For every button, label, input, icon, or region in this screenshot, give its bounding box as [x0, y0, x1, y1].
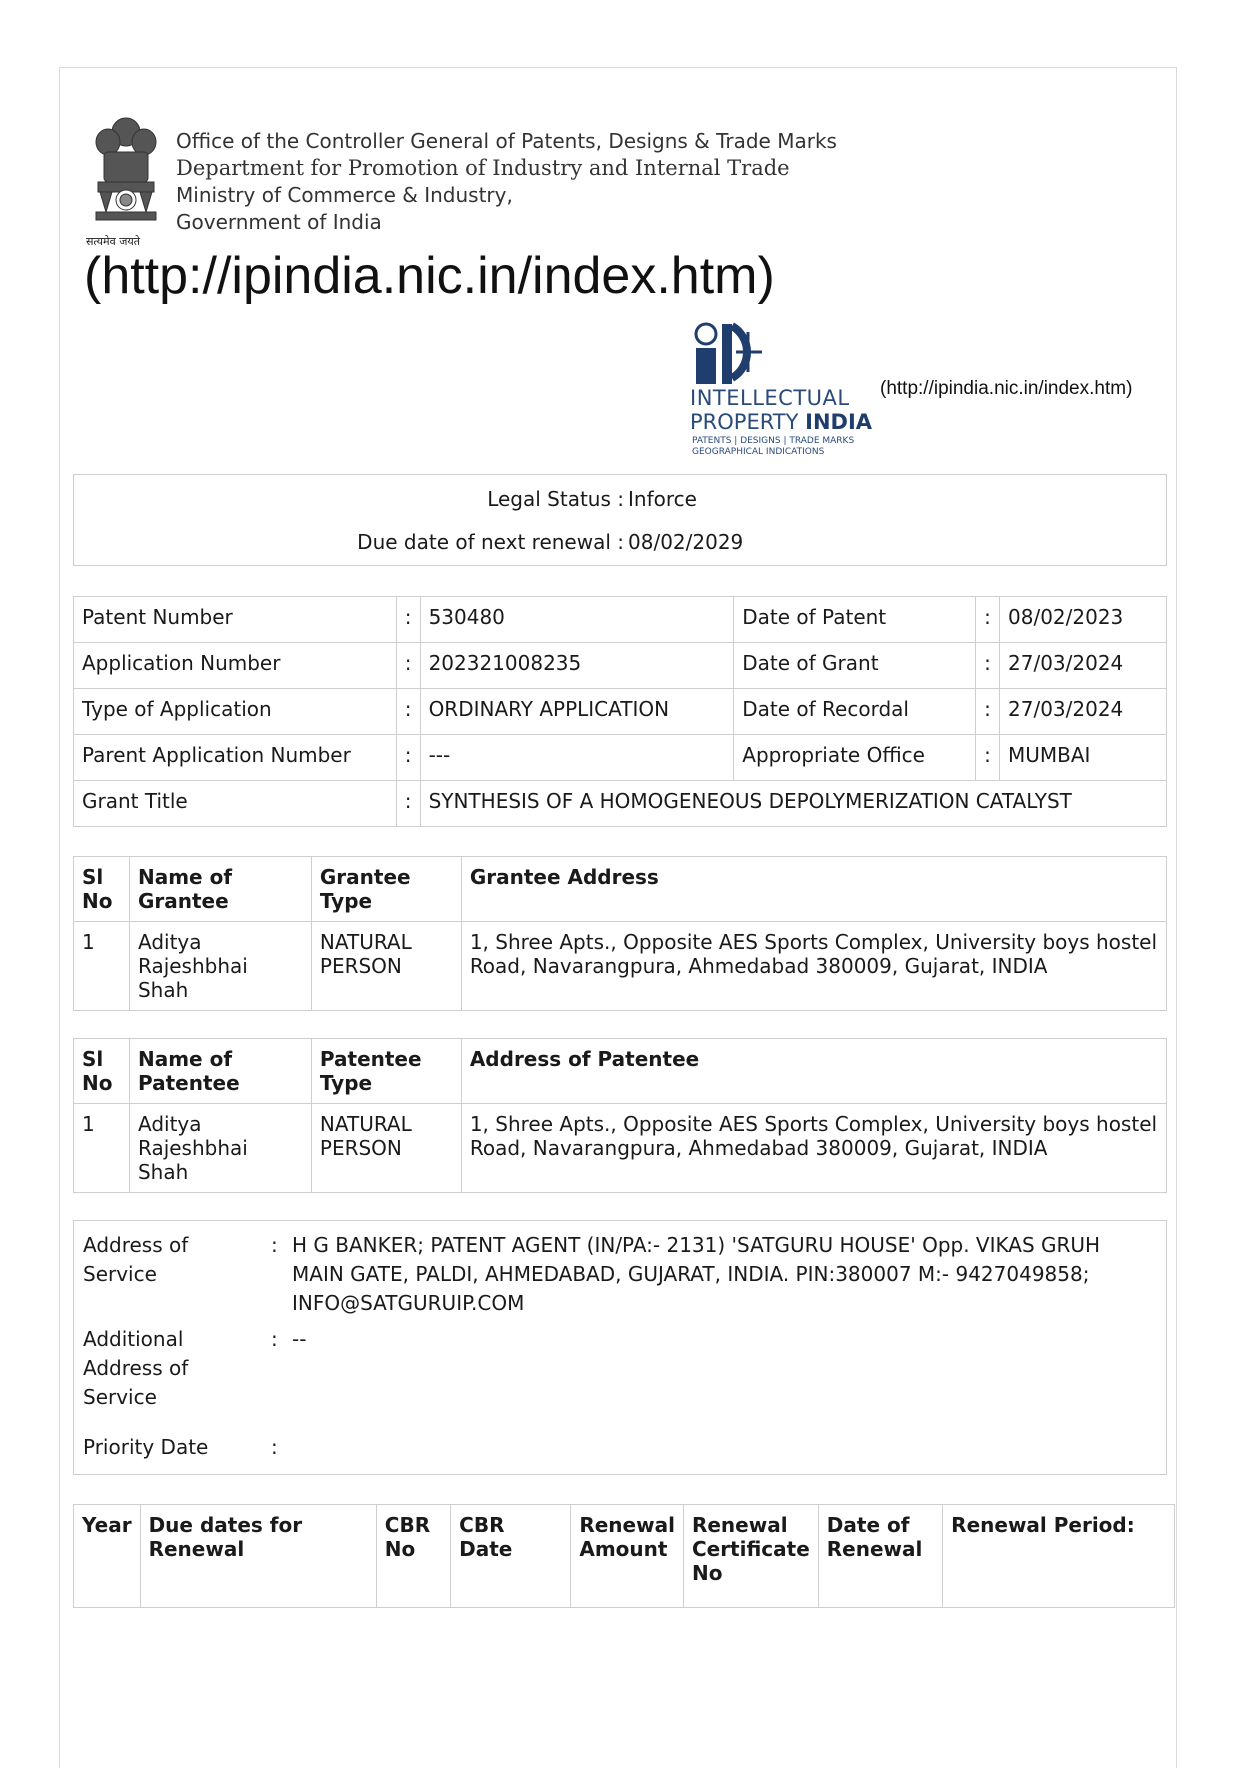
- table-row: [74, 922, 1167, 1011]
- colon-separator: :: [976, 643, 1000, 689]
- application-number-label: Application Number: [74, 643, 397, 689]
- column-header: Year: [74, 1505, 141, 1608]
- ip-india-logo-line2a: PROPERTY: [690, 410, 806, 434]
- ministry-name-line: Ministry of Commerce & Industry,: [176, 183, 513, 207]
- address-of-service-value: H G BANKER; PATENT AGENT (IN/PA:- 2131) 'SATGURU HOUSE' Opp. VIKAS GRUH MAIN GATE, PALDI, AHMEDABAD, GUJARAT, INDIA. PIN:380007 M:- 9427049858; INFO@SATGURUIP.COM: [292, 1233, 1101, 1315]
- date-of-grant-value: 27/03/2024: [1000, 643, 1167, 689]
- renewal-table: [73, 1504, 1175, 1608]
- emblem-motto: सत्यमेव जयते: [86, 235, 141, 248]
- office-name-line: Office of the Controller General of Patents, Designs & Trade Marks: [176, 129, 837, 153]
- ip-india-logo-tagline1: PATENTS | DESIGNS | TRADE MARKS: [692, 436, 855, 446]
- address-of-service-label: Address of Service: [83, 1233, 189, 1286]
- colon-separator: :: [396, 781, 420, 827]
- table-row: [74, 689, 1167, 735]
- parent-application-number-value: ---: [420, 735, 734, 781]
- table-cell: 1, Shree Apts., Opposite AES Sports Complex, University boys hostel Road, Navarangpura, Ahmedabad 380009, Gujarat, INDIA: [461, 922, 1166, 1011]
- department-name-line: Department for Promotion of Industry and Internal Trade: [176, 156, 790, 180]
- next-renewal-value: 08/02/2029: [628, 530, 744, 554]
- colon-separator: :: [271, 1435, 278, 1459]
- date-of-patent-label: Date of Patent: [734, 597, 976, 643]
- ip-india-logo-line2: [690, 410, 872, 434]
- ip-india-logo-line1: INTELLECTUAL: [690, 386, 850, 410]
- ip-india-logo[interactable]: [690, 322, 880, 462]
- column-header: CBR Date: [451, 1505, 571, 1608]
- table-row: [74, 735, 1167, 781]
- table-header-row: [74, 1039, 1167, 1104]
- column-header: Renewal Period:: [943, 1505, 1175, 1608]
- column-header: Name of Grantee: [129, 857, 311, 922]
- table-cell: 1: [74, 1104, 130, 1193]
- table-row: [74, 643, 1167, 689]
- legal-status-value: Inforce: [628, 487, 697, 511]
- column-header: Sl No: [74, 1039, 130, 1104]
- government-name-line: Government of India: [176, 210, 382, 234]
- colon-separator: :: [396, 643, 420, 689]
- date-of-grant-label: Date of Grant: [734, 643, 976, 689]
- column-header: Grantee Type: [311, 857, 461, 922]
- national-emblem-icon: [86, 112, 166, 252]
- colon-separator: :: [976, 597, 1000, 643]
- column-header: Name of Patentee: [129, 1039, 311, 1104]
- legal-status-box: [73, 474, 1167, 566]
- legal-status-label: Legal Status :: [487, 487, 624, 511]
- ip-india-logo-line2b: INDIA: [805, 410, 873, 434]
- ipindia-logo-link[interactable]: (http://ipindia.nic.in/index.htm): [880, 378, 1133, 399]
- colon-separator: :: [396, 735, 420, 781]
- table-cell: 1, Shree Apts., Opposite AES Sports Complex, University boys hostel Road, Navarangpura, Ahmedabad 380009, Gujarat, INDIA: [461, 1104, 1166, 1193]
- grant-title-label: Grant Title: [74, 781, 397, 827]
- ip-india-logo-icon: [690, 322, 770, 386]
- service-address-box: [73, 1220, 1167, 1475]
- table-row: [74, 1104, 1167, 1193]
- date-of-recordal-label: Date of Recordal: [734, 689, 976, 735]
- colon-separator: :: [271, 1233, 278, 1257]
- table-header-row: [74, 857, 1167, 922]
- office-name-block: [176, 128, 837, 236]
- type-of-application-value: ORDINARY APPLICATION: [420, 689, 734, 735]
- column-header: Renewal Certificate No: [683, 1505, 818, 1608]
- column-header: Patentee Type: [311, 1039, 461, 1104]
- table-cell: Aditya Rajeshbhai Shah: [129, 1104, 311, 1193]
- additional-address-label: Additional Address of Service: [83, 1327, 189, 1409]
- priority-date-label: Priority Date: [83, 1435, 209, 1459]
- patent-info-table: [73, 596, 1167, 827]
- column-header: CBR No: [376, 1505, 450, 1608]
- table-row: [74, 597, 1167, 643]
- colon-separator: :: [396, 689, 420, 735]
- type-of-application-label: Type of Application: [74, 689, 397, 735]
- column-header: Due dates for Renewal: [140, 1505, 376, 1608]
- colon-separator: :: [396, 597, 420, 643]
- application-number-value: 202321008235: [420, 643, 734, 689]
- colon-separator: :: [976, 689, 1000, 735]
- table-cell: NATURAL PERSON: [311, 922, 461, 1011]
- next-renewal-label: Due date of next renewal :: [357, 530, 624, 554]
- patent-number-value: 530480: [420, 597, 734, 643]
- parent-application-number-label: Parent Application Number: [74, 735, 397, 781]
- table-cell: Aditya Rajeshbhai Shah: [129, 922, 311, 1011]
- ip-india-logo-tagline2: GEOGRAPHICAL INDICATIONS: [692, 447, 825, 457]
- office-header: [86, 112, 846, 252]
- ipindia-home-link[interactable]: (http://ipindia.nic.in/index.htm): [84, 247, 775, 305]
- table-header-row: [74, 1505, 1175, 1608]
- date-of-patent-value: 08/02/2023: [1000, 597, 1167, 643]
- table-row: [74, 781, 1167, 827]
- column-header: Sl No: [74, 857, 130, 922]
- table-cell: NATURAL PERSON: [311, 1104, 461, 1193]
- grant-title-value: SYNTHESIS OF A HOMOGENEOUS DEPOLYMERIZATION CATALYST: [420, 781, 1166, 827]
- grantee-table: [73, 856, 1167, 1011]
- table-cell: 1: [74, 922, 130, 1011]
- column-header: Address of Patentee: [461, 1039, 1166, 1104]
- appropriate-office-value: MUMBAI: [1000, 735, 1167, 781]
- patentee-table: [73, 1038, 1167, 1193]
- column-header: Grantee Address: [461, 857, 1166, 922]
- additional-address-value: --: [292, 1327, 307, 1351]
- appropriate-office-label: Appropriate Office: [734, 735, 976, 781]
- colon-separator: :: [976, 735, 1000, 781]
- column-header: Renewal Amount: [571, 1505, 684, 1608]
- column-header: Date of Renewal: [818, 1505, 942, 1608]
- patent-number-label: Patent Number: [74, 597, 397, 643]
- date-of-recordal-value: 27/03/2024: [1000, 689, 1167, 735]
- colon-separator: :: [271, 1327, 278, 1351]
- ip-india-logo-tagline: [692, 436, 854, 458]
